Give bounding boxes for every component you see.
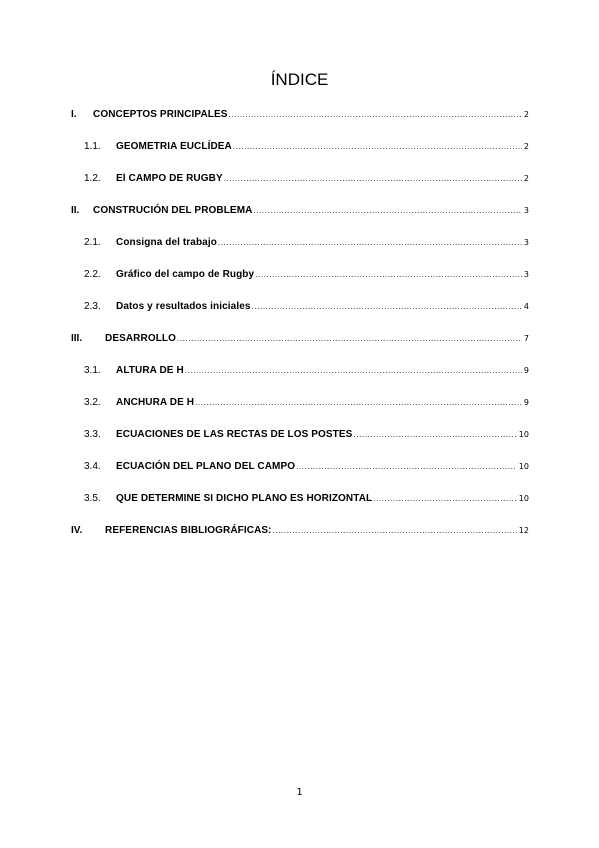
toc-entry[interactable]	[84, 429, 529, 443]
toc-entry[interactable]	[84, 493, 529, 507]
toc-entry[interactable]	[71, 109, 529, 123]
toc-dot-leader	[353, 430, 516, 439]
toc-dot-leader	[195, 398, 522, 407]
toc-entry-number: III.	[71, 333, 83, 344]
toc-entry[interactable]	[84, 141, 529, 155]
toc-entry[interactable]	[84, 365, 529, 379]
toc-entry-page: 10	[518, 430, 529, 439]
toc-dot-leader	[255, 270, 522, 279]
toc-entry-page: 3	[523, 270, 529, 279]
toc-entry-page: 7	[523, 334, 529, 343]
toc-entry-label: ANCHURA DE H	[116, 397, 195, 408]
toc-entry-label: DESARROLLO	[105, 333, 176, 344]
toc-entry-number: 1.1.	[84, 141, 101, 152]
toc-entry-page: 4	[523, 302, 529, 311]
toc-entry-label: GEOMETRIA EUCLÍDEA	[116, 141, 232, 152]
toc-entry[interactable]	[84, 237, 529, 251]
toc-entry-label: ECUACIÓN DEL PLANO DEL CAMPO	[116, 461, 296, 472]
toc-entry-number: 3.2.	[84, 397, 101, 408]
toc-entry-number: II.	[71, 205, 80, 216]
toc-entry-number: 1.2.	[84, 173, 101, 184]
toc-entry-number: 3.5.	[84, 493, 101, 504]
toc-entry-label: ALTURA DE H	[116, 365, 184, 376]
toc-entry[interactable]	[84, 301, 529, 315]
toc-entry-number: I.	[71, 109, 77, 120]
toc-dot-leader	[218, 238, 522, 247]
toc-entry-number: 2.2.	[84, 269, 101, 280]
toc-entry-page: 2	[523, 174, 529, 183]
toc-entry-label: El CAMPO DE RUGBY	[116, 173, 223, 184]
toc-entry-page: 2	[523, 142, 529, 151]
toc-dot-leader	[229, 110, 522, 119]
toc-entry-number: 2.1.	[84, 237, 101, 248]
toc-entry-label: Datos y resultados iniciales	[116, 301, 251, 312]
toc-entry-number: IV.	[71, 525, 83, 536]
toc-entry[interactable]	[84, 461, 529, 475]
toc-entry-number: 3.1.	[84, 365, 101, 376]
toc-entry-page: 9	[523, 398, 529, 407]
toc-entry-label: Consigna del trabajo	[116, 237, 217, 248]
toc-dot-leader	[296, 462, 517, 471]
toc-dot-leader	[185, 366, 522, 375]
toc-entry[interactable]	[71, 205, 529, 219]
toc-entry[interactable]	[71, 333, 529, 347]
toc-entry[interactable]	[84, 397, 529, 411]
toc-entry-number: 3.4.	[84, 461, 101, 472]
toc-entry-label: QUE DETERMINE SI DICHO PLANO ES HORIZONTAL	[116, 493, 373, 504]
toc-entry-page: 12	[518, 526, 529, 535]
toc-entry-page: 9	[523, 366, 529, 375]
toc-entry[interactable]	[71, 525, 529, 539]
toc-entry-label: CONCEPTOS PRINCIPALES	[93, 109, 228, 120]
toc-entry[interactable]	[84, 269, 529, 283]
toc-entry-page: 2	[523, 110, 529, 119]
toc-dot-leader	[253, 206, 521, 215]
page-title: ÍNDICE	[270, 70, 329, 89]
toc-dot-leader	[177, 334, 522, 343]
toc-entry-page: 3	[523, 206, 529, 215]
toc-entry-number: 3.3.	[84, 429, 101, 440]
toc-entry-page: 10	[518, 462, 529, 471]
toc-dot-leader	[273, 526, 517, 535]
page-number: 1	[296, 787, 303, 798]
toc-entry-page: 10	[518, 494, 529, 503]
toc-entry-label: CONSTRUCIÓN DEL PROBLEMA	[93, 205, 253, 216]
toc-dot-leader	[233, 142, 522, 151]
toc-entry-page: 3	[523, 238, 529, 247]
toc-entry-label: ECUACIONES DE LAS RECTAS DE LOS POSTES	[116, 429, 353, 440]
toc-entry[interactable]	[84, 173, 529, 187]
toc-dot-leader	[252, 302, 522, 311]
toc-entry-label: REFERENCIAS BIBLIOGRÁFICAS:	[105, 525, 272, 536]
toc-entry-number: 2.3.	[84, 301, 101, 312]
toc-dot-leader	[373, 494, 517, 503]
toc-dot-leader	[224, 174, 522, 183]
toc-entry-label: Gráfico del campo de Rugby	[116, 269, 255, 280]
